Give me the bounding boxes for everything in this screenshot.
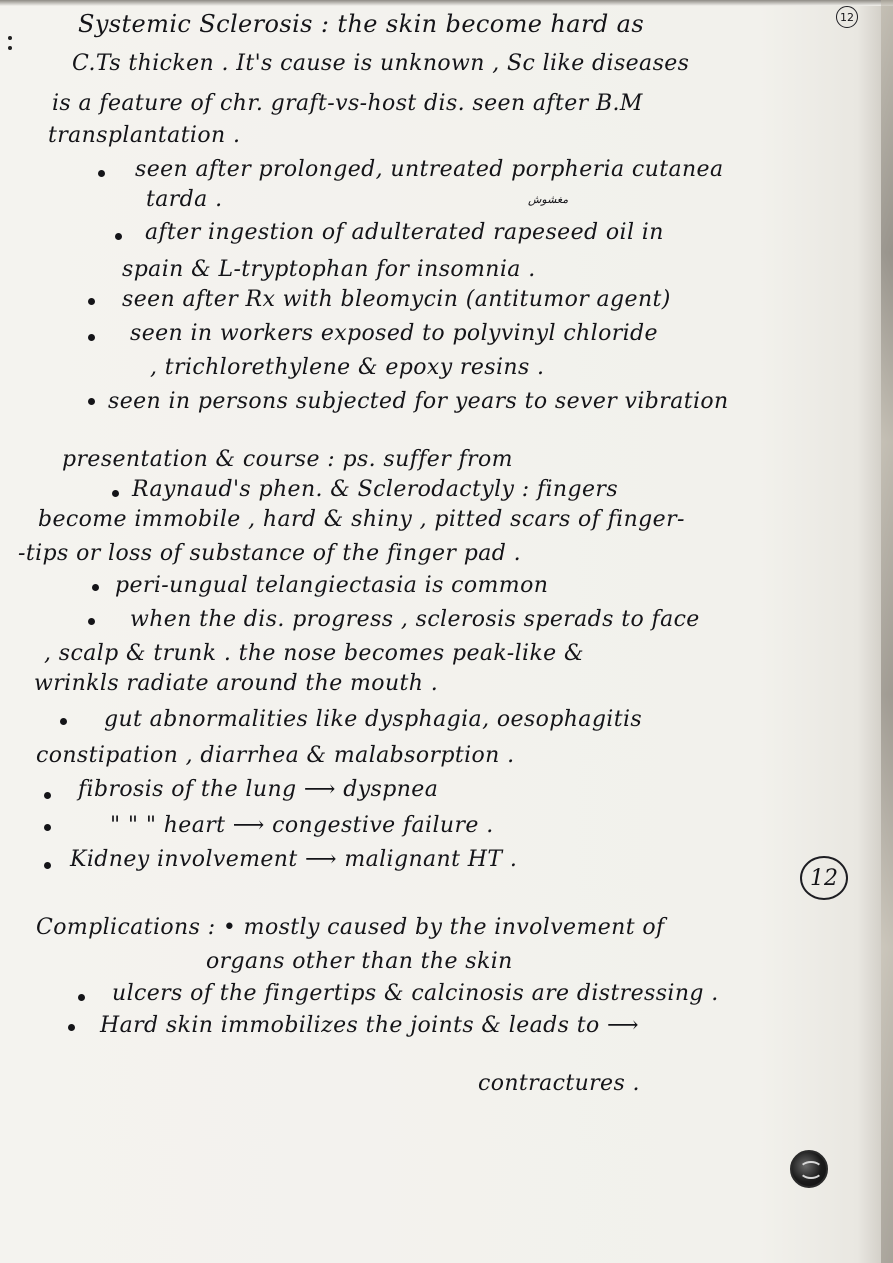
page-top-edge: [0, 0, 893, 6]
text-line: -tips or loss of substance of the finger pad .: [18, 541, 521, 566]
page-number-circle: 12: [800, 856, 848, 900]
text-line: seen in workers exposed to polyvinyl chloride: [130, 321, 658, 346]
bullet: [112, 490, 119, 497]
bullet: [88, 398, 95, 405]
text-line: is a feature of chr. graft-vs-host dis. seen after B.M: [52, 91, 643, 116]
text-line: Raynaud's phen. & Sclerodactyly : fingers: [132, 477, 619, 502]
text-line: ulcers of the fingertips & calcinosis are distressing .: [112, 981, 719, 1006]
bullet: [44, 792, 51, 799]
bullet: [115, 233, 122, 240]
bullet: [44, 862, 51, 869]
text-line: Hard skin immobilizes the joints & leads to ⟶: [100, 1013, 639, 1038]
header-page-number: 12: [836, 6, 858, 28]
text-line: , scalp & trunk . the nose becomes peak-like &: [44, 641, 584, 666]
binding-holes: [2, 30, 18, 50]
text-line: seen after prolonged, untreated porpheria cutanea: [135, 157, 724, 182]
text-line: tarda .: [146, 187, 223, 212]
text-line: C.Ts thicken . It's cause is unknown , Sc like diseases: [72, 51, 690, 76]
page-right-edge: [881, 0, 893, 1263]
text-line: presentation & course : ps. suffer from: [62, 447, 513, 472]
text-line: transplantation .: [48, 123, 241, 148]
text-line: " " " heart ⟶ congestive failure .: [110, 813, 494, 838]
bullet: [88, 334, 95, 341]
text-line: wrinkls radiate around the mouth .: [34, 671, 439, 696]
text-line: Complications : • mostly caused by the involvement of: [36, 915, 665, 940]
text-line: after ingestion of adulterated rapeseed oil in: [145, 220, 664, 245]
text-line: Kidney involvement ⟶ malignant HT .: [70, 847, 518, 872]
bullet: [78, 994, 85, 1001]
text-line: when the dis. progress , sclerosis sperads to face: [130, 607, 700, 632]
text-line: constipation , diarrhea & malabsorption .: [36, 743, 515, 768]
bullet: [88, 298, 95, 305]
text-line: fibrosis of the lung ⟶ dyspnea: [78, 777, 439, 802]
bullet: [88, 618, 95, 625]
text-line: seen in persons subjected for years to sever vibration: [108, 389, 729, 414]
text-line: , trichlorethylene & epoxy resins .: [150, 355, 545, 380]
text-line: gut abnormalities like dysphagia, oesophagitis: [104, 707, 643, 732]
bullet: [98, 170, 105, 177]
text-line: spain & L-tryptophan for insomnia .: [122, 257, 536, 282]
bullet: [60, 718, 67, 725]
text-line: Systemic Sclerosis : the skin become hard as: [78, 10, 645, 38]
bullet: [68, 1024, 75, 1031]
text-line: become immobile , hard & shiny , pitted scars of finger-: [38, 507, 685, 532]
bullet: [44, 824, 51, 831]
text-line: peri-ungual telangiectasia is common: [115, 573, 549, 598]
text-line: organs other than the skin: [206, 949, 513, 974]
bullet: [92, 584, 99, 591]
ink-stamp-icon: [790, 1150, 828, 1188]
text-line: contractures .: [478, 1071, 640, 1096]
text-line: seen after Rx with bleomycin (antitumor agent): [122, 287, 671, 312]
arabic-annotation: مغشوش: [528, 193, 569, 206]
